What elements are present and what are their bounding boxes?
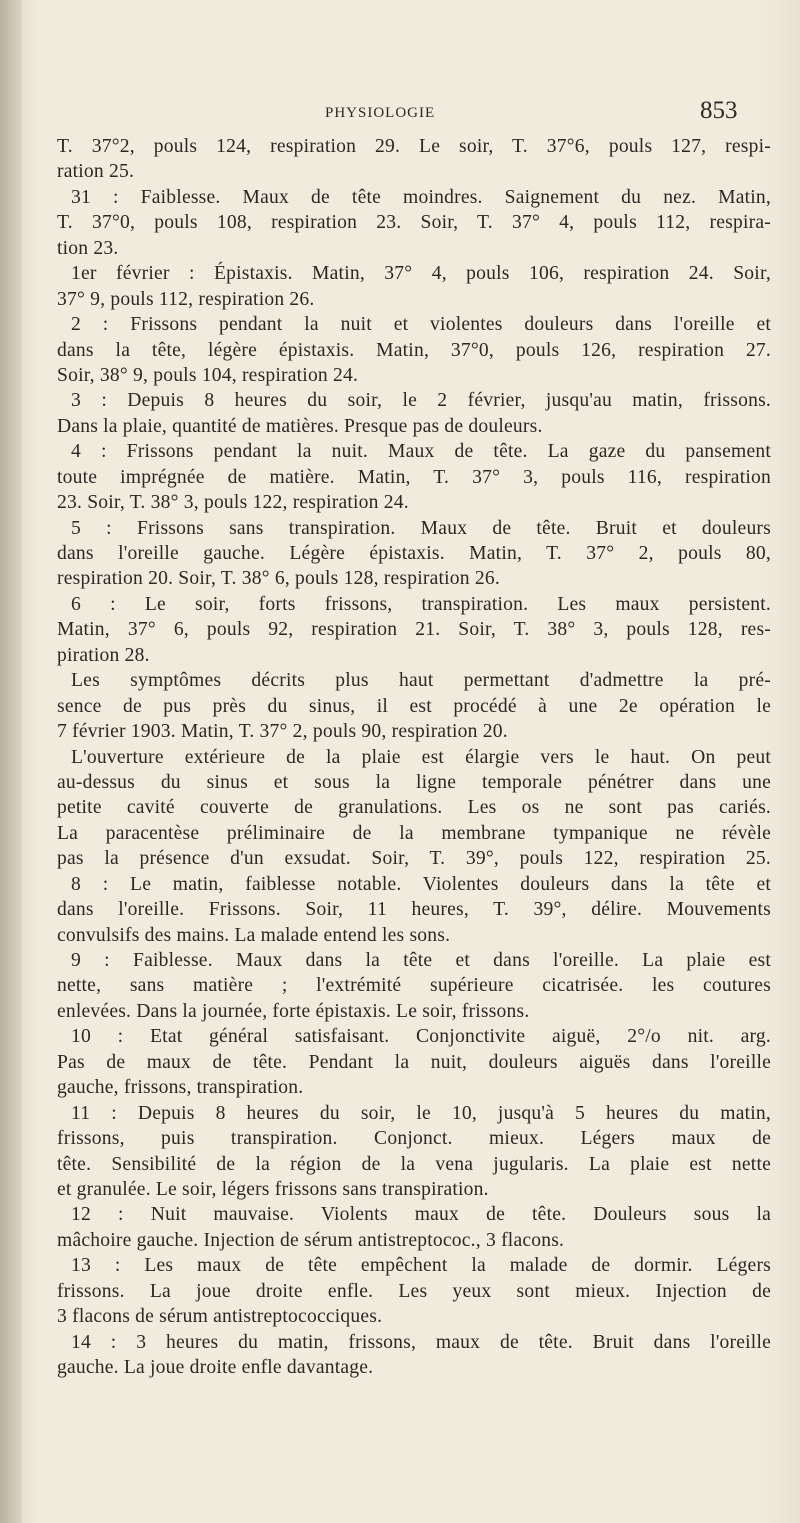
running-title: PHYSIOLOGIE	[325, 105, 436, 121]
text-line: Soir, 38° 9, pouls 104, respiration 24.	[57, 364, 359, 386]
text-line: 14 : 3 heures du matin, frissons, maux de tête. Bruit dans l'oreille	[71, 1331, 771, 1353]
text-line: et granulée. Le soir, légers frissons sans transpiration.	[57, 1178, 489, 1200]
text-line: 13 : Les maux de tête empêchent la malade de dormir. Légers	[71, 1255, 771, 1277]
text-line: 1er février : Épistaxis. Matin, 37° 4, pouls 106, respiration 24. Soir,	[71, 263, 771, 285]
text-line: respiration 20. Soir, T. 38° 6, pouls 128, respiration 26.	[57, 568, 500, 590]
text-line: T. 37°0, pouls 108, respiration 23. Soir, T. 37° 4, pouls 112, respira-	[57, 212, 771, 234]
text-line: 11 : Depuis 8 heures du soir, le 10, jusqu'à 5 heures du matin,	[71, 1102, 771, 1124]
text-line: 4 : Frissons pendant la nuit. Maux de tête. La gaze du pansement	[71, 441, 771, 463]
text-line: Dans la plaie, quantité de matières. Presque pas de douleurs.	[57, 415, 543, 437]
text-line: frissons. La joue droite enfle. Les yeux sont mieux. Injection de	[57, 1280, 771, 1302]
text-line: 9 : Faiblesse. Maux dans la tête et dans l'oreille. La plaie est	[71, 950, 771, 971]
text-line: au-dessus du sinus et sous la ligne temporale pénétrer dans une	[57, 771, 771, 793]
text-line: toute imprégnée de matière. Matin, T. 37° 3, pouls 116, respiration	[57, 466, 771, 488]
text-line: 37° 9, pouls 112, respiration 26.	[57, 288, 315, 310]
text-line: tête. Sensibilité de la région de la vena jugularis. La plaie est nette	[57, 1153, 771, 1175]
text-line: pas la présence d'un exsudat. Soir, T. 39°, pouls 122, respiration 25.	[57, 848, 771, 870]
text-line: dans l'oreille. Frissons. Soir, 11 heures, T. 39°, délire. Mouvements	[57, 899, 771, 921]
text-line: tion 23.	[57, 237, 119, 259]
page-header	[0, 93, 800, 133]
text-line: Matin, 37° 6, pouls 92, respiration 21. Soir, T. 38° 3, pouls 128, res-	[57, 619, 771, 641]
book-spine-shadow	[0, 0, 22, 1523]
text-line: 8 : Le matin, faiblesse notable. Violentes douleurs dans la tête et	[71, 873, 771, 895]
text-line: sence de pus près du sinus, il est procédé à une 2e opération le	[57, 695, 771, 717]
body-text	[57, 134, 771, 1380]
text-line: petite cavité couverte de granulations. Les os ne sont pas cariés.	[57, 797, 771, 819]
text-line: 7 février 1903. Matin, T. 37° 2, pouls 90, respiration 20.	[57, 721, 508, 743]
text-line: dans l'oreille gauche. Légère épistaxis. Matin, T. 37° 2, pouls 80,	[57, 543, 771, 564]
text-line: mâchoire gauche. Injection de sérum antistreptococ., 3 flacons.	[57, 1229, 565, 1251]
text-line: 3 flacons de sérum antistreptococciques.	[57, 1306, 383, 1328]
text-line: piration 28.	[57, 644, 150, 666]
text-line: 3 : Depuis 8 heures du soir, le 2 février, jusqu'au matin, frissons.	[71, 390, 771, 412]
text-line: dans la tête, légère épistaxis. Matin, 37°0, pouls 126, respiration 27.	[57, 339, 771, 361]
text-line: 12 : Nuit mauvaise. Violents maux de tête. Douleurs sous la	[71, 1204, 771, 1226]
text-line: convulsifs des mains. La malade entend les sons.	[57, 924, 451, 946]
text-line: T. 37°2, pouls 124, respiration 29. Le soir, T. 37°6, pouls 127, respi-	[57, 136, 771, 157]
text-line: ration 25.	[57, 161, 135, 183]
text-line: 10 : Etat général satisfaisant. Conjonctivite aiguë, 2°/o nit. arg.	[71, 1026, 771, 1048]
text-line: nette, sans matière ; l'extrémité supérieure cicatrisée. les coutures	[57, 975, 771, 997]
text-line: gauche, frissons, transpiration.	[57, 1077, 304, 1099]
text-line: Les symptômes décrits plus haut permettant d'admettre la pré-	[71, 670, 771, 692]
text-line: gauche. La joue droite enfle davantage.	[57, 1357, 374, 1378]
text-line: Pas de maux de tête. Pendant la nuit, douleurs aiguës dans l'oreille	[57, 1051, 771, 1073]
text-line: 23. Soir, T. 38° 3, pouls 122, respiration 24.	[57, 492, 409, 514]
text-line: 5 : Frissons sans transpiration. Maux de tête. Bruit et douleurs	[71, 517, 771, 539]
text-line: frissons, puis transpiration. Conjonct. mieux. Légers maux de	[57, 1128, 771, 1150]
text-line: 2 : Frissons pendant la nuit et violentes douleurs dans l'oreille et	[71, 314, 771, 336]
text-line: 6 : Le soir, forts frissons, transpiration. Les maux persistent.	[71, 593, 771, 615]
text-line: L'ouverture extérieure de la plaie est élargie vers le haut. On peut	[71, 746, 771, 768]
text-line: 31 : Faiblesse. Maux de tête moindres. Saignement du nez. Matin,	[71, 186, 771, 208]
page-number: 853	[700, 97, 738, 124]
text-line: La paracentèse préliminaire de la membrane tympanique ne révèle	[57, 822, 771, 844]
text-line: enlevées. Dans la journée, forte épistaxis. Le soir, frissons.	[57, 1000, 530, 1022]
